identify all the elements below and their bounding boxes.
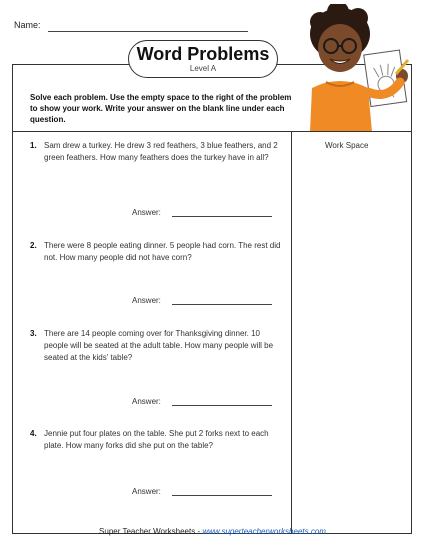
footer-separator: - [195,527,203,536]
page-subtitle: Level A [189,64,217,73]
answer-label: Answer: [132,397,161,406]
page-title: Word Problems [136,44,270,64]
answer-line-1[interactable] [172,216,272,217]
workspace-divider [291,131,292,534]
instructions-text: Solve each problem. Use the empty space to the right of the problem to show your work. Write your answer on the blank line under each question. [30,93,292,124]
footer-link[interactable]: www.superteacherworksheets.com [202,527,326,536]
question-number: 1. [30,141,37,150]
answer-line-4[interactable] [172,495,272,496]
question-text: Sam drew a turkey. He drew 3 red feathers, 3 blue feathers, and 2 green feathers. How many feathers does the turkey have in all? [44,141,278,162]
question-text: There are 14 people coming over for Thanksgiving dinner. 10 people will be seated at the adult table. How many people will be seated at the kids' table? [44,329,274,362]
answer-line-2[interactable] [172,304,272,305]
question-number: 2. [30,241,37,250]
question-3 [30,328,285,364]
question-2 [30,240,285,264]
question-4 [30,428,285,452]
question-number: 4. [30,429,37,438]
mascot-illustration [292,4,414,132]
name-field[interactable] [48,31,248,32]
answer-label: Answer: [132,208,161,217]
footer [0,527,425,536]
answer-label: Answer: [132,487,161,496]
name-label: Name: [14,20,41,30]
title-badge [128,40,278,78]
workspace-label: Work Space [325,141,369,150]
question-text: There were 8 people eating dinner. 5 people had corn. The rest did not. How many people did not have corn? [44,241,281,262]
header-divider [12,131,412,132]
worksheet-frame [12,64,412,534]
question-number: 3. [30,329,37,338]
footer-brand: Super Teacher Worksheets [99,527,196,536]
question-text: Jennie put four plates on the table. She put 2 forks next to each plate. How many forks did she put on the table? [44,429,269,450]
question-1 [30,140,285,164]
answer-line-3[interactable] [172,405,272,406]
answer-label: Answer: [132,296,161,305]
